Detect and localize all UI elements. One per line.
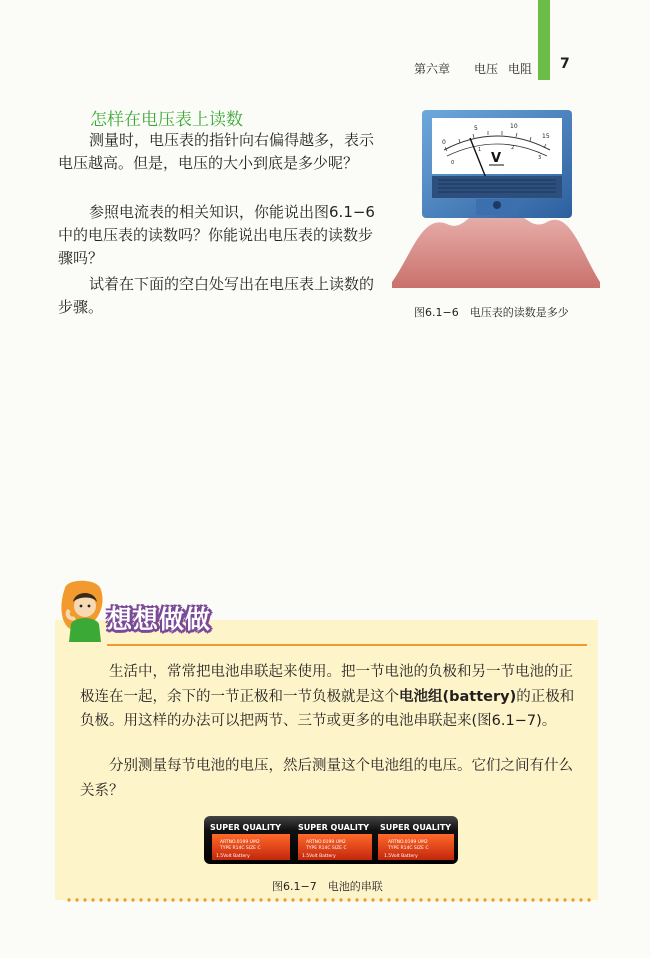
svg-text:TYPE R14C SIZE C: TYPE R14C SIZE C [306,846,347,851]
battery-term: 电池组 [399,688,443,705]
scale-lower-0: 0 [451,160,455,166]
section-label-voltage: 电压 [474,62,499,76]
section-label-resistance: 电阻 [508,62,533,76]
meter-grille [432,176,562,198]
svg-text:TYPE R14C SIZE C: TYPE R14C SIZE C [220,846,261,851]
svg-text:SUPER QUALITY: SUPER QUALITY [298,823,370,832]
activity-title: 想想做做 [107,605,212,634]
battery-term-english: (battery) [442,688,517,705]
svg-text:1.5Volt Battery: 1.5Volt Battery [216,854,250,859]
svg-text:1.5Volt Battery: 1.5Volt Battery [302,854,336,859]
svg-text:SUPER QUALITY: SUPER QUALITY [380,823,452,832]
page-number: 7 [560,56,570,72]
chapter-label: 第六章 [414,62,451,76]
activity-paragraph-1 [80,660,585,734]
thinking-kid-mascot [55,580,113,644]
activity-dotted-border [65,898,595,902]
paragraph-1: 测量时，电压表的指针向右偏得越多，表示电压越高。但是，电压的大小到底是多少呢？ [58,131,375,172]
scale-lower-2: 2 [511,145,515,151]
voltmeter-illustration [392,104,600,304]
scale-upper-10: 10 [510,123,518,130]
section-title: 怎样在电压表上读数 [90,110,243,130]
unit-symbol: V [491,151,502,166]
svg-text:1.5Volt Battery: 1.5Volt Battery [384,854,418,859]
battery-2 [290,816,382,864]
paragraph-3: 试着在下面的空白处写出在电压表上读数的步骤。 [58,275,375,316]
svg-text:ARTNO.0199 UM2: ARTNO.0199 UM2 [388,840,428,845]
scale-lower-1: 1 [478,147,482,153]
scale-lower-3: 3 [538,155,542,161]
svg-text:SUPER QUALITY: SUPER QUALITY [210,823,282,832]
svg-text:ARTNO.0199 UM2: ARTNO.0199 UM2 [306,840,346,845]
batteries-in-series-illustration [202,812,460,868]
battery-3 [372,816,458,864]
cloth-backdrop [392,211,600,288]
activity-title-rule [107,644,587,646]
svg-text:TYPE R14C SIZE C: TYPE R14C SIZE C [388,846,429,851]
scale-upper-15: 15 [542,133,550,140]
paragraph-2: 参照电流表的相关知识，你能说出图6.1−6中的电压表的读数吗？你能说出电压表的读数步骤吗？ [58,203,375,267]
figure-6-1-7-caption: 图6.1−7 电池的串联 [272,880,383,893]
svg-text:ARTNO.0199 UM2: ARTNO.0199 UM2 [220,840,260,845]
scale-upper-0: 0 [442,139,446,146]
scale-upper-5: 5 [474,125,478,132]
chapter-tab-bar [538,0,550,80]
activity-text-after: 的正极和负极。用这样的办法可以把两节、三节或更多的电池串联起来(图6.1−7)。 [80,688,575,729]
activity-text-before: 生活中，常常把电池串联起来使用。把一节电池的负极和另一节电池的正极连在一起，余下的一节正极和一节负极就是这个 [80,664,573,705]
zero-adjust-screw [493,201,501,209]
figure-6-1-6-caption: 图6.1−6 电压表的读数是多少 [414,306,569,319]
activity-paragraph-2: 分别测量每节电池的电压，然后测量这个电池组的电压。它们之间有什么关系？ [80,758,573,799]
battery-1 [204,816,300,864]
